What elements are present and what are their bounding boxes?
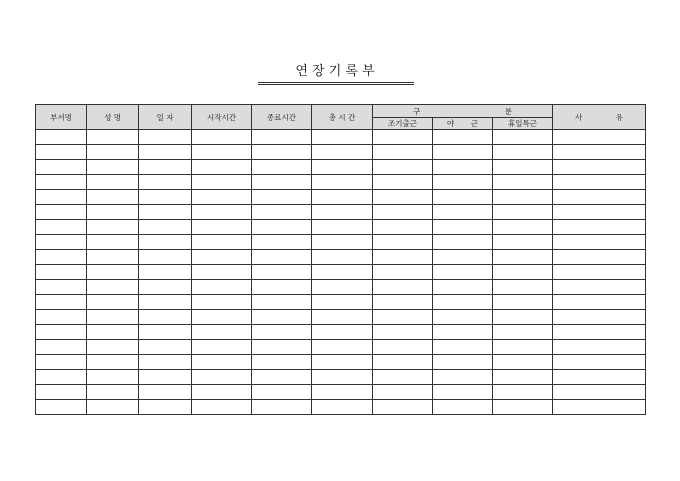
table-cell[interactable]	[373, 385, 433, 400]
table-cell[interactable]	[433, 160, 493, 175]
header-night-left: 야	[447, 119, 455, 128]
header-category-left: 구	[413, 106, 421, 116]
table-cell[interactable]	[192, 355, 252, 370]
table-cell[interactable]	[373, 310, 433, 325]
table-cell[interactable]	[36, 250, 87, 265]
table-cell[interactable]	[139, 250, 192, 265]
table-row	[36, 205, 646, 220]
table-cell[interactable]	[553, 400, 646, 415]
table-cell[interactable]	[493, 265, 553, 280]
table-cell[interactable]	[433, 175, 493, 190]
table-row	[36, 355, 646, 370]
header-name: 성 명	[87, 105, 139, 130]
table-cell[interactable]	[252, 145, 312, 160]
table-cell[interactable]	[312, 250, 373, 265]
table-cell[interactable]	[493, 175, 553, 190]
table-cell[interactable]	[493, 370, 553, 385]
table-cell[interactable]	[553, 295, 646, 310]
table-cell[interactable]	[433, 310, 493, 325]
table-cell[interactable]	[192, 310, 252, 325]
table-cell[interactable]	[433, 130, 493, 145]
table-cell[interactable]	[139, 235, 192, 250]
table-cell[interactable]	[139, 400, 192, 415]
table-cell[interactable]	[252, 220, 312, 235]
header-holiday-work: 휴일특근	[493, 118, 553, 130]
table-cell[interactable]	[373, 205, 433, 220]
table-cell[interactable]	[252, 385, 312, 400]
table-cell[interactable]	[553, 220, 646, 235]
table-cell[interactable]	[493, 250, 553, 265]
table-row	[36, 385, 646, 400]
table-row	[36, 235, 646, 250]
table-cell[interactable]	[493, 205, 553, 220]
table-cell[interactable]	[252, 280, 312, 295]
table-cell[interactable]	[87, 280, 139, 295]
table-cell[interactable]	[87, 175, 139, 190]
table-cell[interactable]	[312, 145, 373, 160]
table-cell[interactable]	[192, 160, 252, 175]
table-cell[interactable]	[139, 355, 192, 370]
table-cell[interactable]	[493, 355, 553, 370]
table-cell[interactable]	[139, 145, 192, 160]
table-cell[interactable]	[139, 385, 192, 400]
table-cell[interactable]	[373, 145, 433, 160]
table-cell[interactable]	[192, 175, 252, 190]
header-reason-left: 사	[575, 112, 583, 122]
table-cell[interactable]	[192, 265, 252, 280]
table-cell[interactable]	[139, 265, 192, 280]
table-cell[interactable]	[373, 280, 433, 295]
table-cell[interactable]	[36, 130, 87, 145]
table-cell[interactable]	[139, 340, 192, 355]
table-cell[interactable]	[433, 145, 493, 160]
table-cell[interactable]	[139, 220, 192, 235]
table-cell[interactable]	[433, 370, 493, 385]
table-row	[36, 190, 646, 205]
table-cell[interactable]	[373, 175, 433, 190]
table-cell[interactable]	[373, 325, 433, 340]
table-cell[interactable]	[139, 190, 192, 205]
header-night-right: 근	[470, 119, 478, 128]
table-row	[36, 280, 646, 295]
table-cell[interactable]	[36, 280, 87, 295]
table-row	[36, 220, 646, 235]
table-cell[interactable]	[139, 325, 192, 340]
table-cell[interactable]	[139, 295, 192, 310]
table-cell[interactable]	[553, 310, 646, 325]
table-cell[interactable]	[192, 130, 252, 145]
header-night-work	[433, 118, 493, 130]
table-row	[36, 340, 646, 355]
table-cell[interactable]	[87, 235, 139, 250]
table-cell[interactable]	[36, 340, 87, 355]
table-cell[interactable]	[493, 385, 553, 400]
table-cell[interactable]	[553, 145, 646, 160]
table-cell[interactable]	[139, 130, 192, 145]
table-cell[interactable]	[553, 385, 646, 400]
table-cell[interactable]	[433, 400, 493, 415]
table-cell[interactable]	[373, 250, 433, 265]
table-row	[36, 175, 646, 190]
table-cell[interactable]	[493, 280, 553, 295]
table-cell[interactable]	[553, 205, 646, 220]
table-cell[interactable]	[192, 325, 252, 340]
table-cell[interactable]	[312, 205, 373, 220]
table-cell[interactable]	[553, 250, 646, 265]
table-cell[interactable]	[312, 235, 373, 250]
table-cell[interactable]	[553, 280, 646, 295]
table-row	[36, 145, 646, 160]
table-cell[interactable]	[433, 325, 493, 340]
table-cell[interactable]	[493, 235, 553, 250]
table-cell[interactable]	[192, 235, 252, 250]
header-department: 부서명	[36, 105, 87, 130]
title-double-underline	[258, 82, 414, 85]
table-cell[interactable]	[373, 400, 433, 415]
table-cell[interactable]	[36, 160, 87, 175]
table-cell[interactable]	[192, 400, 252, 415]
table-body	[36, 130, 646, 415]
table-cell[interactable]	[553, 370, 646, 385]
table-cell[interactable]	[312, 385, 373, 400]
table-cell[interactable]	[87, 400, 139, 415]
table-cell[interactable]	[87, 205, 139, 220]
table-cell[interactable]	[87, 190, 139, 205]
table-cell[interactable]	[36, 295, 87, 310]
table-cell[interactable]	[252, 325, 312, 340]
table-cell[interactable]	[312, 370, 373, 385]
table-cell[interactable]	[373, 355, 433, 370]
table-cell[interactable]	[252, 370, 312, 385]
table-cell[interactable]	[433, 220, 493, 235]
table-cell[interactable]	[36, 400, 87, 415]
table-cell[interactable]	[373, 130, 433, 145]
table-cell[interactable]	[36, 355, 87, 370]
table-cell[interactable]	[252, 130, 312, 145]
table-cell[interactable]	[553, 235, 646, 250]
table-cell[interactable]	[312, 295, 373, 310]
table-cell[interactable]	[553, 190, 646, 205]
table-cell[interactable]	[252, 175, 312, 190]
table-row	[36, 295, 646, 310]
table-cell[interactable]	[36, 325, 87, 340]
table-cell[interactable]	[36, 145, 87, 160]
table-cell[interactable]	[252, 310, 312, 325]
table-cell[interactable]	[36, 370, 87, 385]
table-cell[interactable]	[87, 370, 139, 385]
table-cell[interactable]	[493, 130, 553, 145]
table-cell[interactable]	[433, 385, 493, 400]
table-row	[36, 370, 646, 385]
table-cell[interactable]	[87, 220, 139, 235]
header-end-time: 종료시간	[252, 105, 312, 130]
table-cell[interactable]	[373, 295, 433, 310]
table-row	[36, 325, 646, 340]
table-cell[interactable]	[36, 265, 87, 280]
table-cell[interactable]	[87, 145, 139, 160]
table-cell[interactable]	[433, 205, 493, 220]
table-cell[interactable]	[36, 235, 87, 250]
table-cell[interactable]	[433, 265, 493, 280]
table-cell[interactable]	[493, 310, 553, 325]
header-date: 일 자	[139, 105, 192, 130]
table-cell[interactable]	[373, 220, 433, 235]
table-cell[interactable]	[312, 325, 373, 340]
table-row	[36, 160, 646, 175]
document-title-text: 연 장 기 록 부	[295, 64, 375, 79]
table-cell[interactable]	[192, 205, 252, 220]
table-cell[interactable]	[553, 265, 646, 280]
table-cell[interactable]	[373, 190, 433, 205]
table-cell[interactable]	[139, 280, 192, 295]
table-cell[interactable]	[373, 370, 433, 385]
table-cell[interactable]	[139, 160, 192, 175]
table-cell[interactable]	[192, 280, 252, 295]
table-row	[36, 400, 646, 415]
table-cell[interactable]	[312, 160, 373, 175]
table-cell[interactable]	[433, 355, 493, 370]
table-cell[interactable]	[139, 175, 192, 190]
table-cell[interactable]	[139, 310, 192, 325]
table-cell[interactable]	[192, 370, 252, 385]
table-cell[interactable]	[493, 400, 553, 415]
table-cell[interactable]	[36, 220, 87, 235]
table-cell[interactable]	[312, 340, 373, 355]
table-cell[interactable]	[433, 280, 493, 295]
table-cell[interactable]	[433, 340, 493, 355]
table-cell[interactable]	[493, 325, 553, 340]
table-cell[interactable]	[36, 205, 87, 220]
table-cell[interactable]	[493, 295, 553, 310]
overtime-record-table	[35, 104, 646, 415]
table-cell[interactable]	[493, 190, 553, 205]
table-row	[36, 130, 646, 145]
table-cell[interactable]	[252, 355, 312, 370]
table-cell[interactable]	[433, 190, 493, 205]
table-cell[interactable]	[87, 295, 139, 310]
table-cell[interactable]	[87, 265, 139, 280]
table-cell[interactable]	[192, 145, 252, 160]
document-title	[255, 60, 415, 82]
table-cell[interactable]	[553, 160, 646, 175]
table-cell[interactable]	[433, 235, 493, 250]
table-cell[interactable]	[252, 295, 312, 310]
table-cell[interactable]	[312, 130, 373, 145]
table-cell[interactable]	[553, 355, 646, 370]
table-cell[interactable]	[312, 175, 373, 190]
table-cell[interactable]	[252, 250, 312, 265]
table-cell[interactable]	[87, 130, 139, 145]
table-cell[interactable]	[192, 250, 252, 265]
table-cell[interactable]	[493, 160, 553, 175]
table-cell[interactable]	[312, 355, 373, 370]
table-cell[interactable]	[252, 190, 312, 205]
header-total-time: 총 시 간	[312, 105, 373, 130]
table-cell[interactable]	[192, 340, 252, 355]
table-cell[interactable]	[87, 340, 139, 355]
table-cell[interactable]	[87, 325, 139, 340]
table-row	[36, 265, 646, 280]
table-cell[interactable]	[87, 310, 139, 325]
table-cell[interactable]	[252, 265, 312, 280]
table-cell[interactable]	[373, 235, 433, 250]
header-reason	[553, 105, 646, 130]
table-cell[interactable]	[493, 340, 553, 355]
table-cell[interactable]	[373, 265, 433, 280]
table-cell[interactable]	[87, 160, 139, 175]
table-cell[interactable]	[312, 265, 373, 280]
header-start-time: 시작시간	[192, 105, 252, 130]
table-cell[interactable]	[373, 340, 433, 355]
table-cell[interactable]	[373, 160, 433, 175]
table-cell[interactable]	[252, 400, 312, 415]
table-cell[interactable]	[493, 220, 553, 235]
table-cell[interactable]	[192, 220, 252, 235]
table-cell[interactable]	[493, 145, 553, 160]
table-cell[interactable]	[553, 325, 646, 340]
header-early-arrival: 조기출근	[373, 118, 433, 130]
table-cell[interactable]	[192, 190, 252, 205]
table-cell[interactable]	[192, 295, 252, 310]
table-cell[interactable]	[553, 130, 646, 145]
table-cell[interactable]	[252, 235, 312, 250]
table-row	[36, 310, 646, 325]
header-reason-right: 유	[615, 112, 624, 122]
table-cell[interactable]	[312, 190, 373, 205]
table-cell[interactable]	[139, 370, 192, 385]
table-cell[interactable]	[553, 340, 646, 355]
table-cell[interactable]	[139, 205, 192, 220]
header-category-right: 분	[504, 106, 513, 116]
table-cell[interactable]	[312, 400, 373, 415]
table-cell[interactable]	[252, 205, 312, 220]
table-cell[interactable]	[36, 385, 87, 400]
table-cell[interactable]	[192, 385, 252, 400]
table-cell[interactable]	[433, 295, 493, 310]
table-cell[interactable]	[36, 190, 87, 205]
table-cell[interactable]	[36, 310, 87, 325]
table-cell[interactable]	[36, 175, 87, 190]
table-cell[interactable]	[87, 355, 139, 370]
table-cell[interactable]	[312, 280, 373, 295]
table-cell[interactable]	[87, 250, 139, 265]
table-cell[interactable]	[252, 160, 312, 175]
table-row	[36, 250, 646, 265]
table-cell[interactable]	[252, 340, 312, 355]
table-cell[interactable]	[312, 220, 373, 235]
table-cell[interactable]	[312, 310, 373, 325]
header-category	[373, 105, 553, 118]
table-cell[interactable]	[553, 175, 646, 190]
table-cell[interactable]	[87, 385, 139, 400]
table-cell[interactable]	[433, 250, 493, 265]
